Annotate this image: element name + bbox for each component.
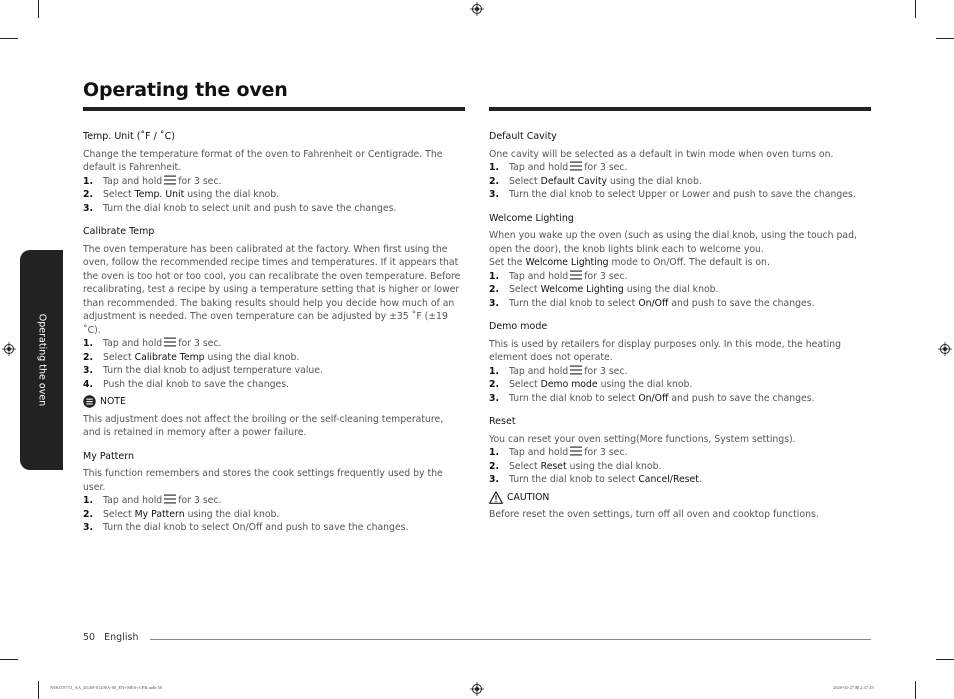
step-text: Tap and hold for 3 sec. [509,365,628,377]
step-text: Push the dial knob to save the changes. [103,378,290,390]
warning-icon [489,491,503,504]
menu-icon [164,175,176,185]
title-rule-right [489,107,871,111]
step-text: Tap and hold for 3 sec. [103,175,222,187]
step-number: 2. [489,175,500,187]
step-text: Tap and hold for 3 sec. [509,270,628,282]
footer-language: English [104,632,139,643]
step-number: 4. [83,378,94,390]
step-item [83,494,463,508]
step-number: 3. [489,189,500,200]
caution-label: CAUTION [507,491,550,503]
section-heading: Demo mode [489,321,548,332]
step-number: 1. [489,447,500,458]
step-number: 3. [83,202,94,214]
section-description: The oven temperature has been calibrated at the factory. When first using the oven, follow the recommended recipe times and temperatures. If it appears that the oven is too hot or too cool, you can recalibrate the oven temperature. Before recalibrating, test a recipe by using a temperature setting that is higher or lower than recommended. The baking results should help you decide how much of an adjustment is needed. The oven temperature can be adjusted by ±35 ˚F (±19 ˚C). [83,243,461,336]
section-welcome-lighting [489,212,871,311]
step-item [489,473,871,487]
step-text: Select Demo mode using the dial knob. [509,379,693,390]
crop-mark [936,659,954,660]
section-description: This function remembers and stores the cook settings frequently used by the user. [83,468,443,493]
section-default-cavity [489,130,871,202]
menu-icon [570,365,582,375]
section-description: You can reset your oven setting(More functions, System settings). [489,433,796,445]
registration-mark-icon [470,2,484,16]
step-number: 1. [83,175,94,187]
step-text: Turn the dial knob to select On/Off and push to save the changes. [103,522,409,533]
step-number: 1. [83,495,94,506]
step-item [489,270,871,284]
title-rule-left [83,107,465,111]
step-number: 2. [489,379,500,390]
section-heading: Calibrate Temp [83,226,155,237]
note-icon [83,395,96,408]
crop-mark [38,681,39,699]
left-column [83,130,463,545]
step-text: Tap and hold for 3 sec. [509,162,628,173]
step-item [489,297,871,311]
section-description: This is used by retailers for display purposes only. In this mode, the heating element does not operate. [489,338,842,363]
section-heading: Reset [489,416,516,427]
section-temp-unit [83,130,463,215]
crop-mark [0,38,18,39]
step-number: 1. [489,162,500,173]
step-item [489,446,871,460]
print-file-info: NE63T8751_AA_DG68-01200A-00_EN+MES+CFR.indb 50 [50,685,163,690]
section-description: One cavity will be selected as a default in twin mode when oven turns on. [489,148,834,160]
step-text: Select Reset using the dial knob. [509,460,662,472]
step-item [83,337,463,351]
step-text: Turn the dial knob to select Upper or Lower and push to save the changes. [509,189,856,200]
step-item [83,188,463,202]
step-item [489,460,871,474]
section-description: Change the temperature format of the oven to Fahrenheit or Centigrade. The default is Fahrenheit. [83,148,443,173]
crop-mark [936,38,954,39]
step-number: 2. [83,189,94,200]
section-my-pattern [83,450,463,535]
step-number: 2. [83,508,94,520]
section-demo-mode [489,320,871,405]
menu-icon [164,337,176,347]
menu-icon [570,446,582,456]
caution-header [489,491,871,505]
step-item [489,175,871,189]
step-text: Tap and hold for 3 sec. [103,495,222,506]
menu-icon [570,161,582,171]
step-text: Turn the dial knob to select On/Off and push to save the changes. [509,392,815,404]
step-text: Select Default Cavity using the dial knob. [509,175,702,187]
step-number: 2. [489,284,500,295]
step-item [489,392,871,406]
right-column [489,130,871,532]
step-text: Select Welcome Lighting using the dial knob. [509,284,719,295]
step-number: 1. [489,365,500,377]
page-title: Operating the oven [83,79,288,101]
page-footer [83,632,138,643]
crop-mark [915,0,916,18]
registration-mark-icon [470,682,484,696]
side-tab [20,250,63,470]
step-item [83,378,463,392]
note-label: NOTE [100,396,126,407]
step-text: Tap and hold for 3 sec. [509,447,628,458]
crop-mark [0,659,18,660]
step-number: 3. [489,392,500,404]
step-item [489,365,871,379]
menu-icon [570,270,582,280]
section-calibrate-temp [83,225,463,440]
section-heading: Default Cavity [489,131,557,142]
footer-rule [150,639,871,640]
note-header [83,395,463,409]
step-number: 3. [83,522,94,533]
section-heading: Temp. Unit (˚F / ˚C) [83,131,175,142]
step-item [83,202,463,216]
step-item [83,521,463,535]
step-text: Turn the dial knob to select unit and push to save the changes. [103,202,397,214]
page-number: 50 [83,632,96,643]
step-item [83,351,463,365]
step-number: 1. [83,338,94,349]
step-text: Turn the dial knob to select On/Off and push to save the changes. [509,297,815,309]
caution-text: Before reset the oven settings, turn off all oven and cooktop functions. [489,509,819,520]
menu-icon [164,494,176,504]
step-number: 3. [489,474,500,485]
section-reset [489,415,871,522]
crop-mark [915,681,916,699]
note-text: This adjustment does not affect the broiling or the self-cleaning temperature, and is retained in memory after a power failure. [83,413,444,438]
step-text: Select My Pattern using the dial knob. [103,508,280,520]
step-number: 3. [489,297,500,309]
step-number: 3. [83,365,94,376]
registration-mark-icon [938,342,952,356]
crop-mark [38,0,39,18]
section-description: When you wake up the oven (such as using the dial knob, using the touch pad, open the door), the knob lights blink each to welcome you. [489,230,857,255]
step-number: 2. [83,351,94,363]
section-heading: My Pattern [83,450,135,462]
step-item [489,378,871,392]
side-tab-label: Operating the oven [36,313,47,407]
print-date-info: 2020-03-27 ⊞ 2:47:49 [833,685,874,690]
registration-mark-icon [2,342,16,356]
step-text: Select Temp. Unit using the dial knob. [103,189,280,200]
step-item [83,508,463,522]
step-text: Select Calibrate Temp using the dial knob. [103,351,300,363]
step-number: 2. [489,460,500,472]
step-item [489,161,871,175]
step-number: 1. [489,270,500,282]
step-item [83,364,463,378]
step-item [489,283,871,297]
step-item [83,175,463,189]
section-setting-text: Set the Welcome Lighting mode to On/Off. The default is on. [489,257,770,268]
step-text: Turn the dial knob to adjust temperature value. [103,365,323,376]
step-text: Turn the dial knob to select Cancel/Reset. [509,474,702,485]
step-item [489,188,871,202]
step-text: Tap and hold for 3 sec. [103,338,222,349]
section-heading: Welcome Lighting [489,212,574,224]
